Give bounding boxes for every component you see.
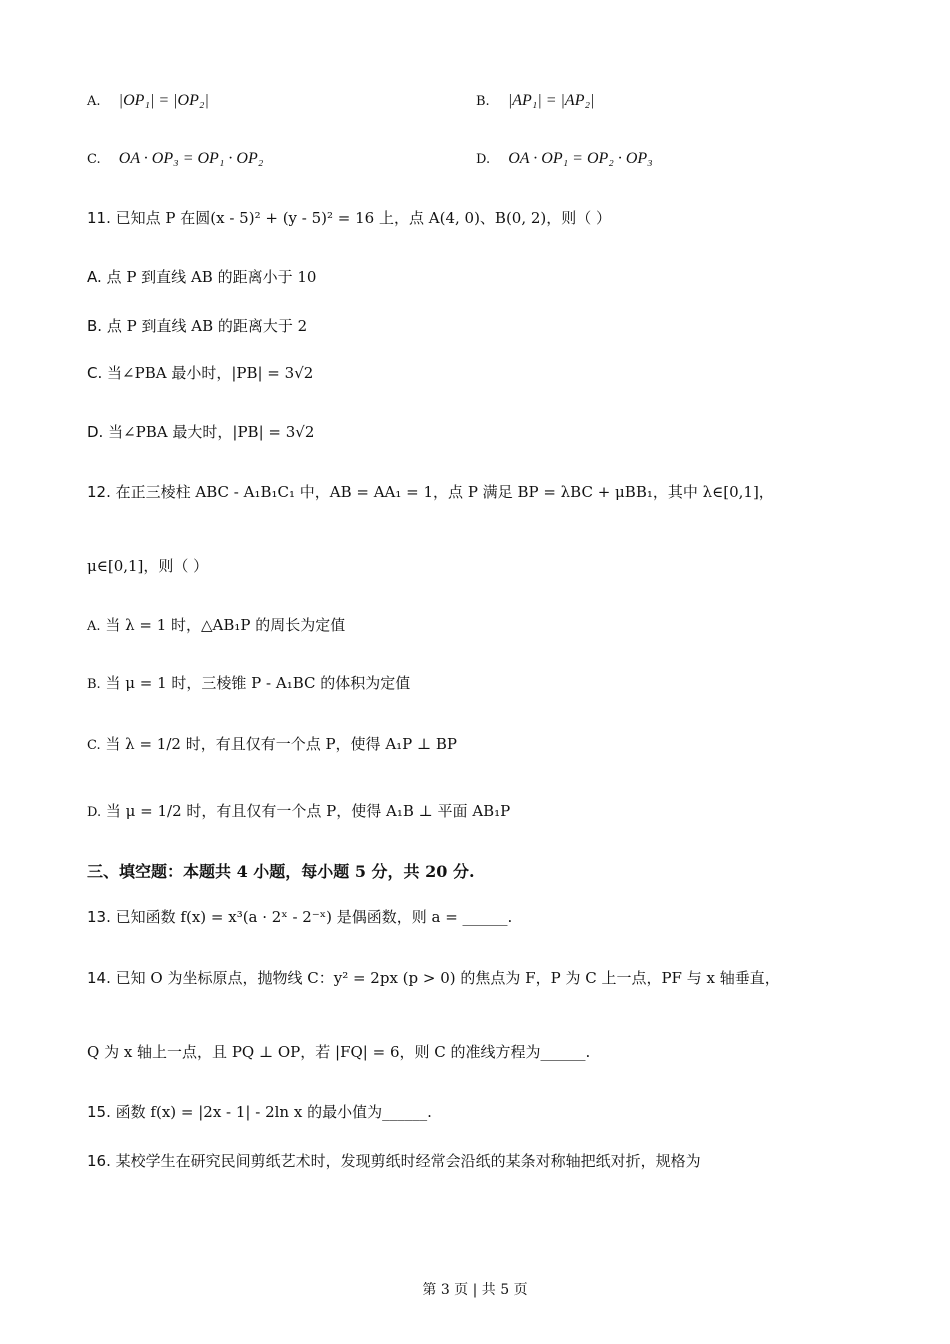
option-text: 点 P 到直线 AB 的距离小于 10 xyxy=(106,268,317,286)
question-14-line-2 xyxy=(87,1041,590,1063)
question-text: 在正三棱柱 ABC - A₁B₁C₁ 中，AB = AA₁ = 1，点 P 满足 BP = λBC + μBB₁，其中 λ∈[0,1]， xyxy=(115,483,774,501)
question-text: Q 为 x 轴上一点，且 PQ ⊥ OP，若 |FQ| = 6，则 C 的准线方程为______. xyxy=(87,1043,591,1061)
option-expr: |OP₁| = |OP₂| xyxy=(118,92,209,109)
question-13 xyxy=(87,906,512,928)
option-letter: B. xyxy=(87,317,103,335)
question-text: 已知点 P 在圆(x - 5)² + (y - 5)² = 16 上，点 A(4, 0)、B(0, 2)，则（ ） xyxy=(115,209,612,227)
option-text: 当∠PBA 最大时，|PB| = 3√2 xyxy=(108,423,315,441)
question-11-option-b xyxy=(87,315,307,337)
option-expr: |AP₁| = |AP₂| xyxy=(507,92,595,109)
question-11-stem xyxy=(87,207,611,229)
section-heading: 三、填空题：本题共 4 小题，每小题 5 分，共 20 分. xyxy=(87,862,475,881)
question-number: 11. xyxy=(87,209,111,227)
option-expr: OA · OP₁ = OP₂ · OP₃ xyxy=(508,150,653,167)
option-text: 当 μ = 1 时，三棱锥 P - A₁BC 的体积为定值 xyxy=(105,674,411,692)
question-15 xyxy=(87,1101,432,1123)
option-letter: D. xyxy=(476,152,491,167)
option-top-b xyxy=(476,90,594,113)
option-text: 当 μ = 1/2 时，有且仅有一个点 P，使得 A₁B ⊥ 平面 AB₁P xyxy=(105,802,511,820)
option-text: 当 λ = 1 时，△AB₁P 的周长为定值 xyxy=(105,616,346,634)
question-text: 函数 f(x) = |2x - 1| - 2ln x 的最小值为______. xyxy=(115,1103,432,1121)
option-letter: B. xyxy=(87,677,101,692)
question-14-line-1 xyxy=(87,967,780,989)
option-letter: C. xyxy=(87,152,101,167)
question-number: 13. xyxy=(87,908,111,926)
question-text: 已知函数 f(x) = x³(a · 2ˣ - 2⁻ˣ) 是偶函数，则 a = ______. xyxy=(115,908,513,926)
question-12-option-b xyxy=(87,672,410,696)
option-letter: A. xyxy=(87,94,101,109)
option-letter: D. xyxy=(87,423,104,441)
question-11-option-c xyxy=(87,362,313,384)
question-12-option-d xyxy=(87,800,510,824)
question-12-option-a xyxy=(87,614,345,638)
option-top-c xyxy=(87,148,263,171)
option-letter: A. xyxy=(87,268,102,286)
question-11-option-a xyxy=(87,266,316,288)
question-12-stem-continued xyxy=(87,555,208,577)
question-12-stem xyxy=(87,481,774,503)
option-letter: C. xyxy=(87,364,103,382)
question-11-option-d xyxy=(87,421,314,443)
question-12-option-c xyxy=(87,733,457,757)
option-letter: C. xyxy=(87,738,101,753)
question-text: 某校学生在研究民间剪纸艺术时，发现剪纸时经常会沿纸的某条对称轴把纸对折，规格为 xyxy=(115,1152,701,1170)
option-text: 当∠PBA 最小时，|PB| = 3√2 xyxy=(107,364,314,382)
option-letter: B. xyxy=(476,94,490,109)
option-text: 当 λ = 1/2 时，有且仅有一个点 P，使得 A₁P ⊥ BP xyxy=(105,735,458,753)
question-text: μ∈[0,1]，则（ ） xyxy=(87,557,209,575)
page-footer: 第 3 页 | 共 5 页 xyxy=(422,1282,528,1298)
option-top-d xyxy=(476,148,653,171)
question-number: 15. xyxy=(87,1103,111,1121)
option-letter: D. xyxy=(87,805,102,820)
question-number: 14. xyxy=(87,969,111,987)
question-text: 已知 O 为坐标原点，抛物线 C：y² = 2px (p > 0) 的焦点为 F，P 为 C 上一点，PF 与 x 轴垂直， xyxy=(115,969,780,987)
question-number: 12. xyxy=(87,483,111,501)
option-text: 点 P 到直线 AB 的距离大于 2 xyxy=(106,317,308,335)
question-number: 16. xyxy=(87,1152,111,1170)
question-16 xyxy=(87,1150,701,1172)
option-letter: A. xyxy=(87,619,101,634)
option-top-a xyxy=(87,90,209,113)
option-expr: OA · OP₃ = OP₁ · OP₂ xyxy=(118,150,264,167)
